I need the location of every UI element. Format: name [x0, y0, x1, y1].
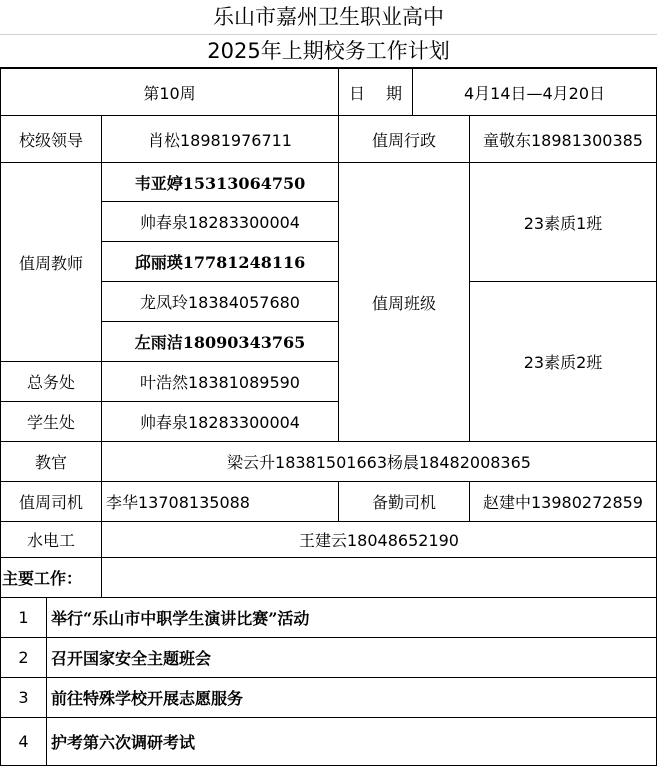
- student-affairs-label: 学生处: [26, 413, 75, 432]
- duty-teacher: 左雨洁18090343765: [134, 333, 306, 352]
- duty-driver-label: 值周司机: [18, 493, 83, 512]
- general-affairs-label: 总务处: [26, 373, 75, 392]
- duty-teacher-label: 值周教师: [18, 253, 83, 273]
- work-item-number: 3: [18, 688, 29, 707]
- electrician-person: 王建云18048652190: [299, 531, 459, 550]
- student-affairs-person: 帅春泉18283300004: [140, 413, 300, 432]
- duty-class-label: 值周班级: [371, 293, 436, 313]
- instructor-label: 教官: [34, 453, 67, 472]
- standby-driver-label: 备勤司机: [371, 493, 436, 512]
- electrician-label: 水电工: [26, 531, 75, 550]
- work-item-text: 护考第六次调研考试: [51, 733, 196, 752]
- duty-driver: 李华13708135088: [106, 493, 250, 512]
- date-value: 4月14日—4月20日: [463, 83, 606, 103]
- duty-teacher: 邱丽瑛17781248116: [134, 253, 306, 272]
- plan-title: 2025年上期校务工作计划: [0, 35, 657, 68]
- work-item-text: 前往特殊学校开展志愿服务: [51, 689, 244, 708]
- work-item-number: 1: [18, 608, 29, 627]
- duty-class-2: 23素质2班: [523, 353, 603, 372]
- standby-driver: 赵建中13980272859: [483, 493, 643, 512]
- school-leader-label: 校级领导: [18, 130, 83, 150]
- duty-teacher: 韦亚婷15313064750: [134, 173, 306, 193]
- duty-class-1: 23素质1班: [523, 213, 603, 233]
- duty-teacher: 龙凤玲18384057680: [140, 293, 300, 312]
- work-item-text: 举行“乐山市中职学生演讲比赛”活动: [51, 609, 310, 628]
- duty-admin-label: 值周行政: [371, 130, 436, 150]
- date-label: 日 期: [348, 83, 403, 103]
- main-work-label: 主要工作：: [2, 569, 83, 588]
- work-item-number: 2: [18, 648, 29, 667]
- general-affairs-person: 叶浩然18381089590: [140, 373, 300, 392]
- work-item-number: 4: [18, 732, 29, 751]
- school-title: 乐山市嘉州卫生职业高中: [0, 1, 657, 35]
- work-item-text: 召开国家安全主题班会: [51, 649, 212, 668]
- duty-teacher: 帅春泉18283300004: [140, 213, 300, 232]
- duty-admin: 童敬东18981300385: [483, 130, 643, 150]
- instructor-persons: 梁云升18381501663杨晨18482008365: [227, 453, 531, 472]
- school-leader: 肖松18981976711: [148, 130, 292, 150]
- week-cell: 第10周: [143, 83, 196, 103]
